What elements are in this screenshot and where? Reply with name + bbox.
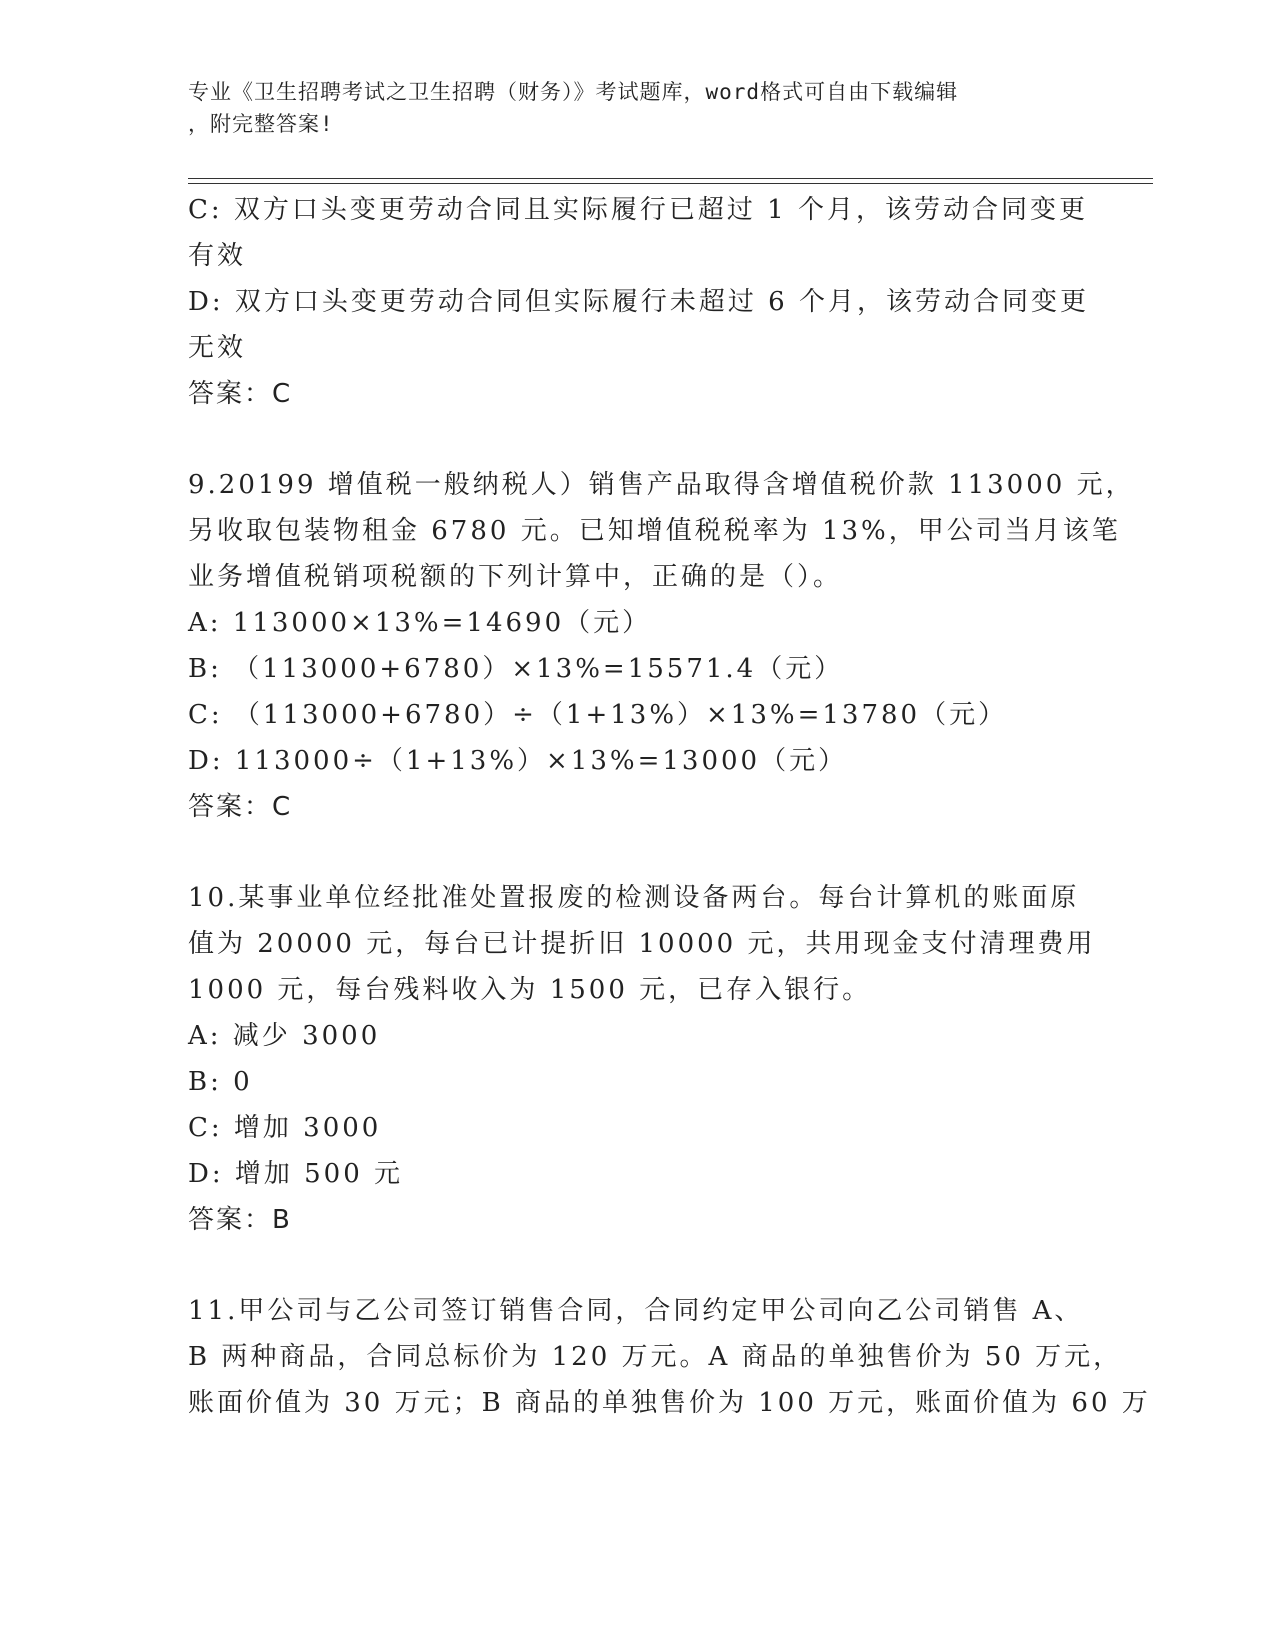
spacer — [188, 830, 1088, 875]
option-d-line-1: D: 双方口头变更劳动合同但实际履行未超过 6 个月，该劳动合同变更 — [188, 287, 1089, 317]
option-a: A: 减少 3000 — [188, 1021, 381, 1051]
document-header — [188, 76, 1088, 140]
spacer — [188, 417, 1088, 462]
question-11 — [188, 1288, 1151, 1426]
question-stem-line-1: 11.甲公司与乙公司签订销售合同，合同约定甲公司向乙公司销售 A、 — [188, 1296, 1084, 1326]
option-b: B: 0 — [188, 1067, 253, 1097]
question-stem-line-3: 账面价值为 30 万元；B 商品的单独售价为 100 万元，账面价值为 60 万 — [188, 1388, 1151, 1418]
document-body — [188, 187, 1151, 1426]
question-10 — [188, 875, 1096, 1243]
option-c: C: 增加 3000 — [188, 1113, 382, 1143]
question-8-continued — [188, 187, 1088, 417]
option-b: B: （113000+6780）×13%=15571.4（元） — [188, 654, 844, 684]
question-stem-line-1: 9.20199 增值税一般纳税人）销售产品取得含增值税价款 113000 元， — [188, 470, 1135, 500]
option-c: C: （113000+6780）÷（1+13%）×13%=13780（元） — [188, 700, 1008, 730]
question-9 — [188, 462, 1135, 830]
question-stem-line-1: 10.某事业单位经批准处置报废的检测设备两台。每台计算机的账面原 — [188, 883, 1080, 913]
option-d-line-2: 无效 — [188, 333, 247, 363]
option-d: D: 113000÷（1+13%）×13%=13000（元） — [188, 746, 848, 776]
answer: 答案：C — [188, 379, 293, 409]
question-stem-line-2: 另收取包装物租金 6780 元。已知增值税税率为 13%，甲公司当月该笔 — [188, 516, 1121, 546]
option-a: A: 113000×13%=14690（元） — [188, 608, 652, 638]
header-divider-top — [188, 178, 1153, 179]
question-stem-line-3: 业务增值税销项税额的下列计算中，正确的是（）。 — [188, 562, 843, 592]
option-c-line-1: C: 双方口头变更劳动合同且实际履行已超过 1 个月，该劳动合同变更 — [188, 195, 1088, 225]
question-stem-line-3: 1000 元，每台残料收入为 1500 元，已存入银行。 — [188, 975, 872, 1005]
option-c-line-2: 有效 — [188, 241, 247, 271]
answer: 答案：B — [188, 1205, 292, 1235]
header-line-2: ，附完整答案! — [188, 112, 334, 136]
option-d: D: 增加 500 元 — [188, 1159, 404, 1189]
spacer — [188, 1243, 1088, 1288]
header-line-1: 专业《卫生招聘考试之卫生招聘（财务）》考试题库，word格式可自由下载编辑 — [188, 80, 959, 104]
answer: 答案：C — [188, 792, 293, 822]
header-divider-bottom — [188, 183, 1153, 184]
question-stem-line-2: B 两种商品，合同总标价为 120 万元。A 商品的单独售价为 50 万元， — [188, 1342, 1123, 1372]
question-stem-line-2: 值为 20000 元，每台已计提折旧 10000 元，共用现金支付清理费用 — [188, 929, 1096, 959]
